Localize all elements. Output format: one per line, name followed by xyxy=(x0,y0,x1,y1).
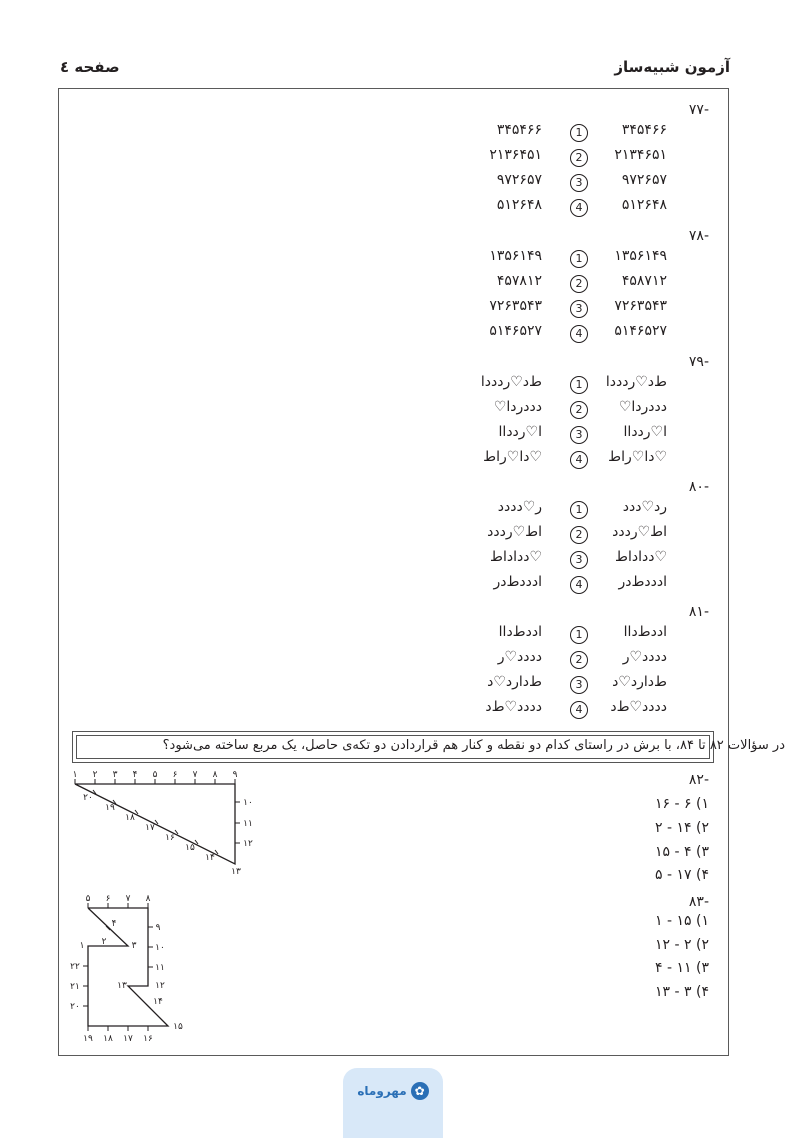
q77-row1-left: ۳۴۵۴۶۶ xyxy=(496,122,542,138)
fig83-label-10: ۱۰ xyxy=(155,943,165,953)
fig83-label-11: ۱۱ xyxy=(155,963,165,973)
q79-row3-left: ﺍ♡ﺭﺩﺩﺍﺍ xyxy=(498,424,542,440)
q81-row4-left: ﺩﺩﺩﺩ♡ﻁﺩ xyxy=(485,699,542,715)
fig82-label-7: ۷ xyxy=(192,770,198,780)
option-circle-2[interactable]: 2 xyxy=(570,651,588,669)
q78-row2-right: ۴۵۸۷۱۲ xyxy=(621,273,667,289)
option-circle-1[interactable]: 1 xyxy=(570,501,588,519)
fig82-label-12: ۱۲ xyxy=(243,839,253,849)
q82-option-4[interactable]: ۴) ۱۷ - ۵ xyxy=(655,867,709,883)
fig83-label-9: ۹ xyxy=(155,923,161,933)
fig83-label-15: ۱۵ xyxy=(173,1022,183,1032)
q80-row2-right: ﺍﻁ♡ﺭﺩﺩﺩ xyxy=(612,524,667,540)
q81-row3-left: ﻁﺩﺍﺭﺩ♡ﺩ xyxy=(487,674,542,690)
fig83-label-1: ۱ xyxy=(79,941,85,951)
fig83-label-4: ۴ xyxy=(111,919,117,929)
q81-row2-left: ﺩﺩﺩﺩ♡ﺭ xyxy=(497,649,542,665)
fig83-label-3: ۳ xyxy=(131,941,137,951)
q79-row1-left: ﻁﺩ♡ﺭﺩﺩﺩﺍ xyxy=(480,374,542,390)
fig83-label-13: ۱۳ xyxy=(117,981,127,991)
fig82-label-15: ۱۵ xyxy=(185,843,195,853)
q79-row4-right: ♡ﺩﺍ♡ﺭﺍﻁ xyxy=(608,449,667,465)
polygon-figure-83 xyxy=(60,890,190,1046)
fig83-label-12: ۱۲ xyxy=(155,981,165,991)
fig83-label-8: ۸ xyxy=(145,894,151,904)
q78-row4-right: ۵۱۴۶۵۲۷ xyxy=(614,323,667,339)
option-circle-2[interactable]: 2 xyxy=(570,275,588,293)
q82-option-3[interactable]: ۳) ۴ - ۱۵ xyxy=(655,844,709,860)
q79-row2-left: ﺩﺩﺩﺭﺩﺍ♡ xyxy=(493,399,542,415)
q77-row4-left: ۵۱۲۶۴۸ xyxy=(496,197,542,213)
q77-row4-right: ۵۱۲۶۴۸ xyxy=(621,197,667,213)
option-circle-1[interactable]: 1 xyxy=(570,250,588,268)
fig83-label-22: ۲۲ xyxy=(70,962,80,972)
question-number-80: -۸۰ xyxy=(688,479,709,495)
q78-row1-right: ۱۳۵۶۱۴۹ xyxy=(614,248,667,264)
q79-row1-right: ﻁﺩ♡ﺭﺩﺩﺩﺍ xyxy=(605,374,667,390)
question-number-82: -۸۲ xyxy=(688,772,709,788)
q80-row3-right: ♡ﺩﺩﺍﺩﺍﻁ xyxy=(615,549,667,565)
fig82-label-14: ۱۴ xyxy=(205,853,215,863)
fig82-label-3: ۳ xyxy=(112,770,118,780)
fig83-label-16: ۱۶ xyxy=(143,1034,153,1044)
question-number-81: -۸۱ xyxy=(688,604,709,620)
fig83-label-6: ۶ xyxy=(105,894,111,904)
q80-row4-right: ﺍﺩﺩﺩﻁﺩﺭ xyxy=(618,574,667,590)
q81-row3-right: ﻁﺩﺍﺭﺩ♡ﺩ xyxy=(612,674,667,690)
butterfly-icon: ✿ xyxy=(411,1082,429,1100)
fig83-label-7: ۷ xyxy=(125,894,131,904)
option-circle-1[interactable]: 1 xyxy=(570,626,588,644)
fig82-label-6: ۶ xyxy=(172,770,178,780)
fig82-label-16: ۱۶ xyxy=(165,833,175,843)
q78-row2-left: ۴۵۷۸۱۲ xyxy=(496,273,542,289)
fig82-label-20: ۲۰ xyxy=(83,793,93,803)
option-circle-2[interactable]: 2 xyxy=(570,149,588,167)
fig83-label-5: ۵ xyxy=(85,894,91,904)
option-circle-1[interactable]: 1 xyxy=(570,376,588,394)
q79-row2-right: ﺩﺩﺩﺭﺩﺍ♡ xyxy=(618,399,667,415)
q79-row3-right: ﺍ♡ﺭﺩﺩﺍﺍ xyxy=(623,424,667,440)
option-circle-2[interactable]: 2 xyxy=(570,526,588,544)
q78-row3-left: ۷۲۶۳۵۴۳ xyxy=(489,298,542,314)
question-number-79: -۷۹ xyxy=(688,354,709,370)
q81-row2-right: ﺩﺩﺩﺩ♡ﺭ xyxy=(622,649,667,665)
page-number: صفحه ٤ xyxy=(60,58,120,76)
q83-option-2[interactable]: ۲) ۲ - ۱۲ xyxy=(655,937,709,953)
publisher-logo xyxy=(343,1068,443,1138)
fig82-label-2: ۲ xyxy=(92,770,98,780)
q81-row1-right: ﺍﺩﺩﻁﺩﺍﺍ xyxy=(623,624,667,640)
q81-row1-left: ﺍﺩﺩﻁﺩﺍﺍ xyxy=(498,624,542,640)
question-number-77: -۷۷ xyxy=(688,102,709,118)
fig82-label-5: ۵ xyxy=(152,770,158,780)
q81-row4-right: ﺩﺩﺩﺩ♡ﻁﺩ xyxy=(610,699,667,715)
fig82-label-19: ۱۹ xyxy=(105,803,115,813)
fig82-label-17: ۱۷ xyxy=(145,823,155,833)
q78-row3-right: ۷۲۶۳۵۴۳ xyxy=(614,298,667,314)
q77-row2-right: ۲۱۳۴۶۵۱ xyxy=(614,147,667,163)
fig83-label-21: ۲۱ xyxy=(70,982,80,992)
q77-row2-left: ۲۱۳۶۴۵۱ xyxy=(489,147,542,163)
fig82-label-9: ۹ xyxy=(232,770,238,780)
q83-option-1[interactable]: ۱) ۱۵ - ۱ xyxy=(655,913,709,929)
q77-row1-right: ۳۴۵۴۶۶ xyxy=(621,122,667,138)
option-circle-2[interactable]: 2 xyxy=(570,401,588,419)
fig83-label-14: ۱۴ xyxy=(153,997,163,1007)
fig82-label-10: ۱۰ xyxy=(243,798,253,808)
fig83-label-2: ۲ xyxy=(101,937,107,947)
q78-row1-left: ۱۳۵۶۱۴۹ xyxy=(489,248,542,264)
option-circle-4[interactable]: 4 xyxy=(570,576,588,594)
q77-row3-left: ۹۷۲۶۵۷ xyxy=(496,172,542,188)
option-circle-4[interactable]: 4 xyxy=(570,325,588,343)
option-circle-3[interactable]: 3 xyxy=(570,426,588,444)
option-circle-1[interactable]: 1 xyxy=(570,124,588,142)
logo-text: مهروماه xyxy=(357,1084,407,1098)
fig82-label-13: ۱۳ xyxy=(231,867,241,877)
option-circle-4[interactable]: 4 xyxy=(570,199,588,217)
fig82-label-11: ۱۱ xyxy=(243,819,253,829)
triangle-figure-82 xyxy=(60,768,260,880)
question-number-83: -۸۳ xyxy=(688,894,709,910)
q83-option-3[interactable]: ۳) ۱۱ - ۴ xyxy=(655,960,709,976)
fig82-label-4: ۴ xyxy=(132,770,138,780)
option-circle-3[interactable]: 3 xyxy=(570,300,588,318)
q82-option-2[interactable]: ۲) ۱۴ - ۲ xyxy=(655,820,709,836)
instruction-text: در سؤالات ۸۲ تا ۸۴، با برش در راستای کدام دو نقطه و کنار هم قراردادن دو تکه‌ی حاصل، یک مربع ساخته می‌شود؟ xyxy=(162,738,785,753)
q80-row1-right: ﺭﺩ♡ﺩﺩﺩ xyxy=(622,499,667,515)
q82-option-1[interactable]: ۱) ۶ - ۱۶ xyxy=(655,796,709,812)
fig83-label-17: ۱۷ xyxy=(123,1034,133,1044)
q80-row4-left: ﺍﺩﺩﺩﻁﺩﺭ xyxy=(493,574,542,590)
fig83-label-18: ۱۸ xyxy=(103,1034,113,1044)
q78-row4-left: ۵۱۴۶۵۲۷ xyxy=(489,323,542,339)
q80-row1-left: ﺭ♡ﺩﺩﺩﺩ xyxy=(497,499,542,515)
exam-title: آزمون شبیه‌ساز xyxy=(614,58,730,76)
fig83-label-20: ۲۰ xyxy=(70,1002,80,1012)
option-circle-3[interactable]: 3 xyxy=(570,551,588,569)
fig82-label-8: ۸ xyxy=(212,770,218,780)
q80-row2-left: ﺍﻁ♡ﺭﺩﺩﺩ xyxy=(487,524,542,540)
option-circle-4[interactable]: 4 xyxy=(570,701,588,719)
q79-row4-left: ♡ﺩﺍ♡ﺭﺍﻁ xyxy=(483,449,542,465)
option-circle-4[interactable]: 4 xyxy=(570,451,588,469)
fig82-label-1: ۱ xyxy=(72,770,78,780)
fig83-label-19: ۱۹ xyxy=(83,1034,93,1044)
question-number-78: -۷۸ xyxy=(688,228,709,244)
option-circle-3[interactable]: 3 xyxy=(570,676,588,694)
fig82-label-18: ۱۸ xyxy=(125,813,135,823)
q80-row3-left: ♡ﺩﺩﺍﺩﺍﻁ xyxy=(490,549,542,565)
q77-row3-right: ۹۷۲۶۵۷ xyxy=(621,172,667,188)
option-circle-3[interactable]: 3 xyxy=(570,174,588,192)
q83-option-4[interactable]: ۴) ۳ - ۱۳ xyxy=(655,984,709,1000)
